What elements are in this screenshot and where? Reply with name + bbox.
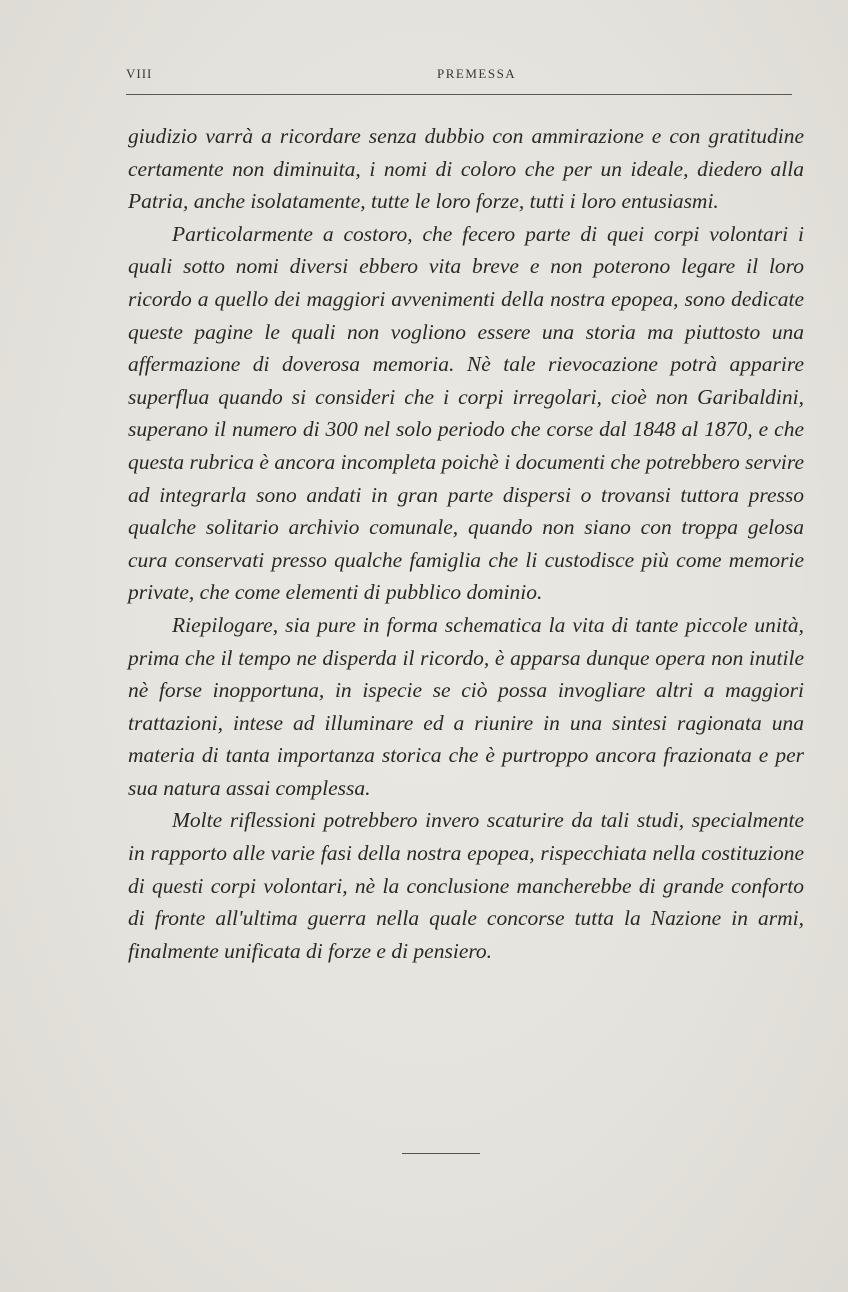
running-title: PREMESSA bbox=[437, 66, 517, 81]
paragraph: Riepilogare, sia pure in forma schematica la vita di tante piccole unità, prima che il tempo ne disperda il ricordo, è apparsa dunque opera non inutile nè forse inopportuna, in ispecie se ciò possa invogliare altri a maggiori trattazioni, intese ad illuminare ed a riunire in una sintesi ragionata una materia di tanta importanza storica che è purtroppo ancora frazionata e per sua natura assai complessa. bbox=[128, 612, 804, 800]
end-rule bbox=[402, 1153, 480, 1154]
paragraph: Particolarmente a costoro, che fecero parte di quei corpi volontari i quali sotto nomi diversi ebbero vita breve e non poterono legare il loro ricordo a quello dei maggiori avvenimenti della nostra epopea, sono dedicate queste pagine le quali non vogliono essere una storia ma piuttosto una affermazione di doverosa memoria. Nè tale rievocazione potrà apparire superflua quando si consideri che i corpi irregolari, cioè non Garibaldini, superano il numero di 300 nel solo periodo che corse dal 1848 al 1870, e che questa rubrica è ancora incompleta poichè i documenti che potrebbero servire ad integrarla sono andati in gran parte dispersi o trovansi tuttora presso qualche solitario archivio comunale, quando non siano con troppa gelosa cura conservati presso qualche famiglia che li custodisce più come memorie private, che come elementi di pubblico dominio. bbox=[128, 221, 804, 605]
paragraph: Molte riflessioni potrebbero invero scaturire da tali studi, specialmente in rapporto alle varie fasi della nostra epopea, rispecchiata nella costituzione di questi corpi volontari, nè la conclusione mancherebbe di grande conforto di fronte all'ultima guerra nella quale concorse tutta la Nazione in armi, finalmente unificata di forze e di pensiero. bbox=[128, 808, 804, 963]
body-text bbox=[128, 120, 804, 967]
header-rule bbox=[126, 94, 792, 95]
page-number: VIII bbox=[126, 66, 153, 81]
paragraph-continuation: giudizio varrà a ricordare senza dubbio con ammirazione e con gratitudine certamente non diminuita, i nomi di coloro che per un ideale, diedero alla Patria, anche isolatamente, tutte le loro forze, tutti i loro entusiasmi. bbox=[128, 124, 804, 214]
page-header bbox=[126, 66, 792, 86]
